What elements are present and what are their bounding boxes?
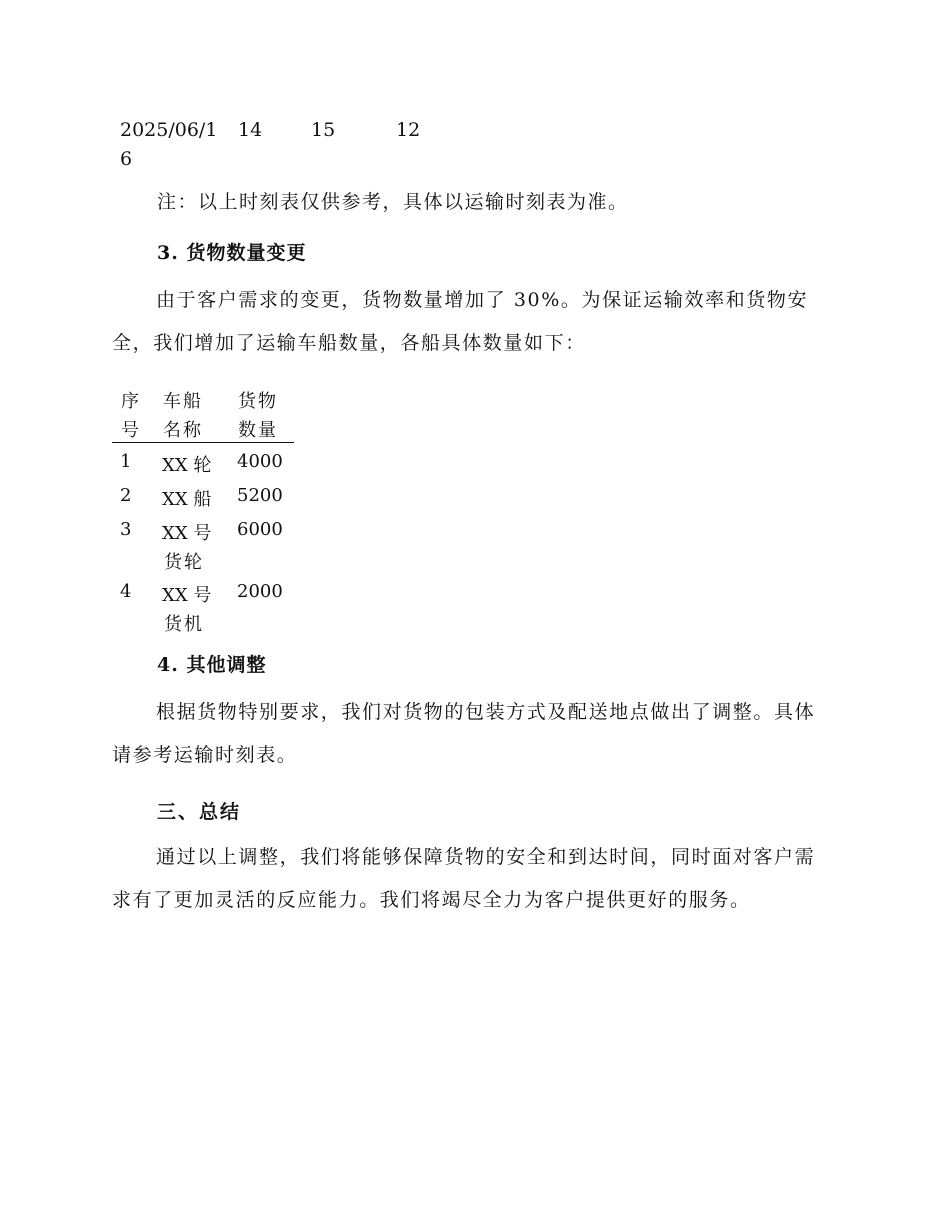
- section-paragraph: 通过以上调整，我们将能够保障货物的安全和到达时间，同时面对客户需求有了更加灵活的反应能力。我们将竭尽全力为客户提供更好的服务。: [112, 846, 816, 911]
- table-cell-qty: 4000: [237, 451, 283, 472]
- table-cell-name: XX 轮: [162, 455, 212, 476]
- schedule-date-line2: 6: [120, 148, 133, 170]
- table-header-rule: [112, 442, 294, 443]
- table-cell-seq: 4: [120, 581, 132, 602]
- schedule-cell: 15: [311, 119, 336, 141]
- table-header-seq: 序: [121, 391, 139, 412]
- table-header-name: 名称: [163, 420, 203, 441]
- schedule-note: 注：以上时刻表仅供参考，具体以运输时刻表为准。: [157, 191, 629, 213]
- table-cell-name: XX 船: [162, 489, 212, 510]
- section-heading: 三、总结: [157, 801, 242, 823]
- table-cell-seq: 3: [120, 519, 132, 540]
- table-cell-qty: 5200: [237, 485, 283, 506]
- table-cell-seq: 2: [120, 485, 132, 506]
- section-paragraph: 由于客户需求的变更，货物数量增加了 30%。为保证运输效率和货物安全，我们增加了运输车船数量，各船具体数量如下：: [112, 289, 809, 354]
- table-header-qty: 货物: [238, 391, 278, 412]
- table-cell-qty: 2000: [237, 581, 283, 602]
- table-cell-seq: 1: [120, 451, 132, 472]
- schedule-date-line1: 2025/06/1: [120, 119, 218, 141]
- section-paragraph: 根据货物特别要求，我们对货物的包装方式及配送地点做出了调整。具体请参考运输时刻表。: [112, 701, 816, 766]
- table-header-seq: 号: [121, 420, 139, 441]
- table-header-name: 车船: [163, 391, 203, 412]
- table-cell-name: 货机: [164, 614, 204, 635]
- table-header-qty: 数量: [238, 420, 278, 441]
- schedule-cell: 14: [238, 119, 263, 141]
- table-cell-name: XX 号: [162, 585, 212, 606]
- table-cell-qty: 6000: [237, 519, 283, 540]
- section-heading: 4. 其他调整: [157, 654, 267, 676]
- schedule-cell: 12: [396, 119, 421, 141]
- table-cell-name: 货轮: [164, 552, 204, 573]
- table-cell-name: XX 号: [162, 523, 212, 544]
- section-heading: 3. 货物数量变更: [157, 242, 307, 264]
